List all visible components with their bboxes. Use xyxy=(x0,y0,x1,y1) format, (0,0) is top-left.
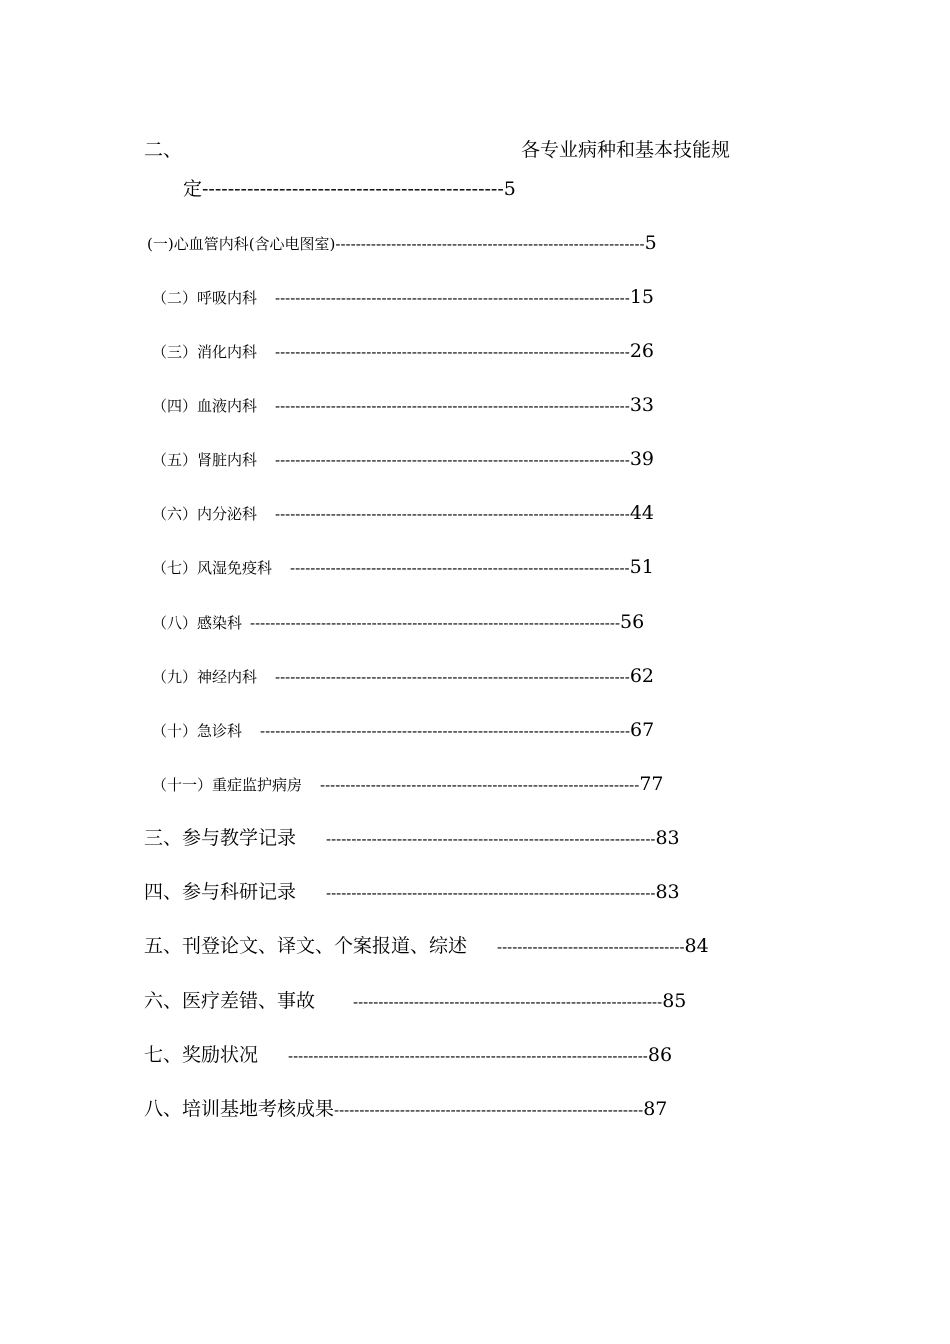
toc-entry-label: 五、刊登论文、译文、个案报道、综述 xyxy=(144,935,468,957)
toc-entry-nephrology[interactable] xyxy=(152,450,654,469)
toc-page-number: 5 xyxy=(503,178,516,200)
toc-leader: ------------------------------------------------------------------------- xyxy=(260,722,631,740)
toc-leader: ----------------------------------------------- xyxy=(202,178,504,200)
toc-entry-label: 定 xyxy=(183,178,203,200)
toc-page-number: 51 xyxy=(629,556,654,578)
toc-entry-label: 六、医疗差错、事故 xyxy=(144,990,316,1012)
toc-leader: ---------------------------------------------------------------------- xyxy=(275,451,630,469)
toc-leader: ---------------------------------------------------------------------- xyxy=(275,505,630,523)
toc-page-number: 83 xyxy=(655,827,680,849)
toc-entry-label: （六）内分泌科 xyxy=(152,505,258,523)
toc-leader: ---------------------------------------------------------------------- xyxy=(275,343,630,361)
toc-entry-label: （五）肾脏内科 xyxy=(152,451,258,469)
toc-entry-label: (一)心血管内科(含心电图室) xyxy=(147,235,336,253)
toc-entry-icu[interactable] xyxy=(152,775,664,794)
toc-page-number: 26 xyxy=(629,340,654,362)
toc-entry-label: （八）感染科 xyxy=(152,614,243,632)
toc-page-number: 15 xyxy=(629,286,654,308)
toc-leader: ---------------------------------------------------------------------- xyxy=(275,289,630,307)
toc-leader: ---------------------------------------------------------------------- xyxy=(275,668,630,686)
toc-page-number: 87 xyxy=(643,1098,668,1120)
toc-section-research-records[interactable] xyxy=(144,883,680,902)
toc-section-medical-errors[interactable] xyxy=(144,992,686,1011)
toc-leader: ---------------------------------------------------------------------- xyxy=(275,397,630,415)
toc-entry-cardiology[interactable] xyxy=(147,234,657,253)
toc-leader: ------------------------------------------------------------------------- xyxy=(250,614,621,632)
toc-entry-emergency[interactable] xyxy=(152,721,654,740)
toc-leader: ----------------------------------------------------------------------- xyxy=(288,1047,648,1065)
toc-entry-label: （二）呼吸内科 xyxy=(152,289,258,307)
toc-leader: ------------------------------------------------------------------- xyxy=(290,559,630,577)
toc-entry-label: 七、奖励状况 xyxy=(144,1044,259,1066)
toc-section-assessment-results[interactable] xyxy=(144,1100,667,1119)
toc-entry-respiratory[interactable] xyxy=(152,288,654,307)
toc-leader: ------------------------------------- xyxy=(497,938,685,956)
toc-entry-label: （十）急诊科 xyxy=(152,722,243,740)
toc-heading-title: 各专业病种和基本技能规 xyxy=(521,139,731,161)
toc-leader: ------------------------------------------------------------- xyxy=(334,1101,644,1119)
toc-leader: --------------------------------------------------------------- xyxy=(320,776,640,794)
toc-entry-label: （四）血液内科 xyxy=(152,397,258,415)
toc-page-number: 39 xyxy=(629,448,654,470)
toc-page-number: 85 xyxy=(662,990,687,1012)
toc-leader: ------------------------------------------------------------- xyxy=(335,235,645,253)
toc-page-number: 5 xyxy=(644,232,657,254)
toc-page-number: 77 xyxy=(639,773,664,795)
toc-page-number: 33 xyxy=(629,394,654,416)
toc-section-publications[interactable] xyxy=(144,937,709,956)
toc-entry-label: 三、参与教学记录 xyxy=(144,827,297,849)
toc-section-teaching-records[interactable] xyxy=(144,829,680,848)
toc-entry-label: （十一）重症监护病房 xyxy=(152,776,303,794)
toc-entry-endocrinology[interactable] xyxy=(152,504,654,523)
toc-leader: ----------------------------------------------------------------- xyxy=(326,884,656,902)
toc-heading-number: 二、 xyxy=(144,139,183,161)
toc-page-number: 84 xyxy=(684,935,709,957)
toc-page-number: 44 xyxy=(629,502,654,524)
toc-entry-label: （九）神经内科 xyxy=(152,668,258,686)
toc-entry-gastroenterology[interactable] xyxy=(152,342,654,361)
toc-entry-label: （三）消化内科 xyxy=(152,343,258,361)
toc-page-number: 83 xyxy=(655,881,680,903)
toc-section-awards[interactable] xyxy=(144,1046,672,1065)
toc-page-number: 67 xyxy=(630,719,655,741)
toc-page-number: 56 xyxy=(620,611,645,633)
toc-entry-label: 四、参与科研记录 xyxy=(144,881,297,903)
toc-entry-label: 八、培训基地考核成果 xyxy=(144,1098,335,1120)
toc-entry-label: （七）风湿免疫科 xyxy=(152,559,273,577)
toc-heading-continuation[interactable] xyxy=(183,180,516,199)
toc-page-number: 86 xyxy=(647,1044,673,1066)
toc-leader: ------------------------------------------------------------- xyxy=(353,993,663,1011)
toc-page-number: 62 xyxy=(629,665,654,687)
toc-leader: ----------------------------------------------------------------- xyxy=(326,830,656,848)
toc-entry-neurology[interactable] xyxy=(152,667,654,686)
toc-entry-rheumatology[interactable] xyxy=(152,558,654,577)
toc-entry-hematology[interactable] xyxy=(152,396,654,415)
toc-entry-infectious-disease[interactable] xyxy=(152,613,644,632)
